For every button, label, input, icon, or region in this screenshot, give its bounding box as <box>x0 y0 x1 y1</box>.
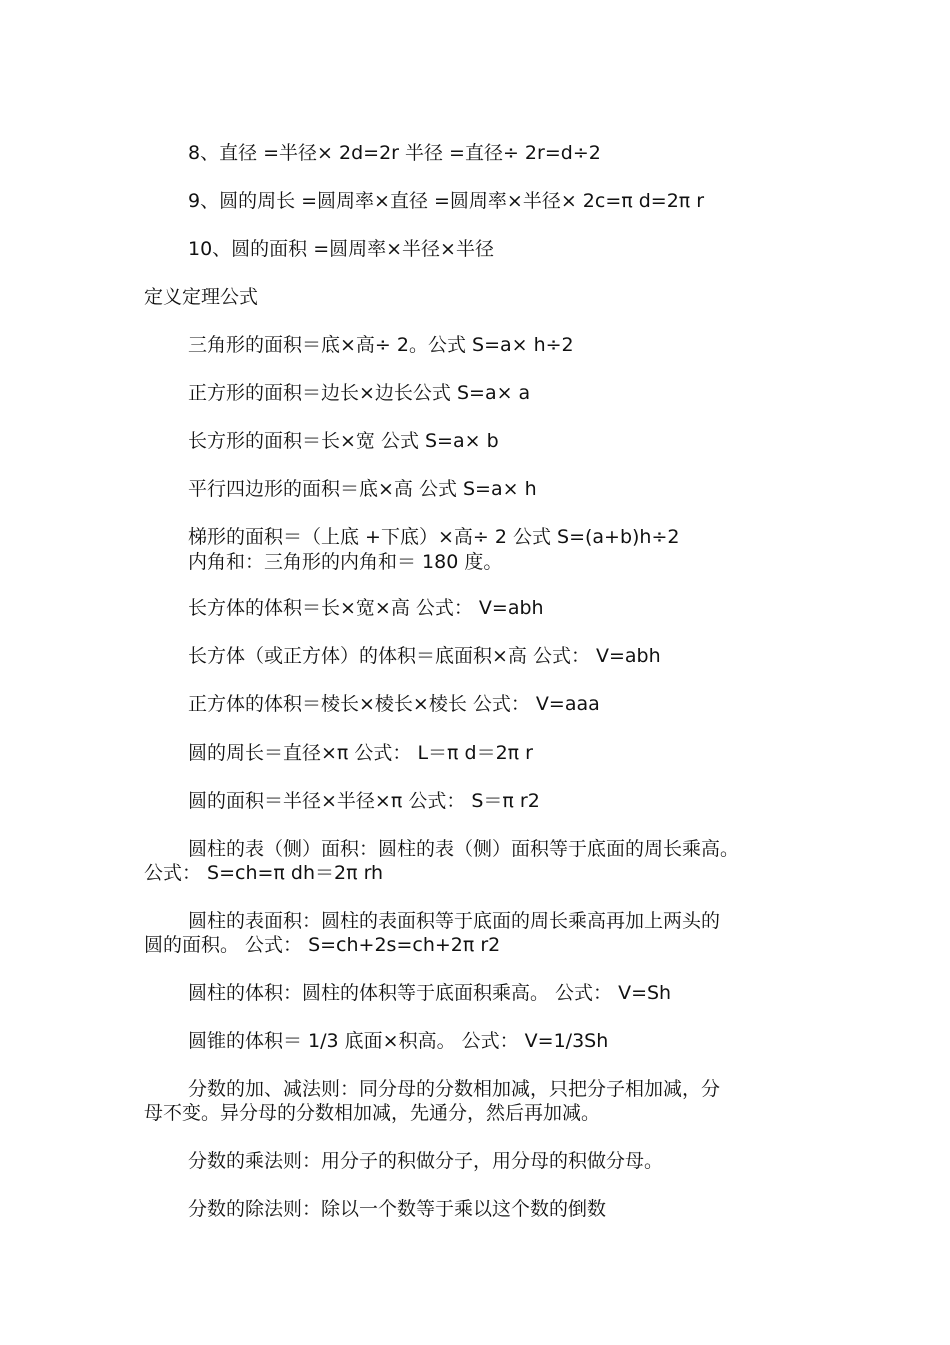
cuboid-volume: 长方体的体积＝长×宽×高 公式： V=abh <box>188 597 544 619</box>
formula-circumference: 9、圆的周长 =圆周率×直径 =圆周率×半径× 2c=π d=2π r <box>188 190 705 212</box>
circle-circumference: 圆的周长＝直径×π 公式： L＝π d＝2π r <box>188 742 533 764</box>
cylinder-volume: 圆柱的体积：圆柱的体积等于底面积乘高。 公式： V=Sh <box>188 982 672 1004</box>
section-heading: 定义定理公式 <box>144 286 259 308</box>
square-area: 正方形的面积＝边长×边长公式 S=a× a <box>188 382 531 404</box>
fraction-add-subtract-rule: 分数的加、减法则：同分母的分数相加减，只把分子相加减，分 <box>188 1078 721 1100</box>
fraction-divide-rule: 分数的除法则：除以一个数等于乘以这个数的倒数 <box>188 1198 607 1220</box>
triangle-area: 三角形的面积＝底×高÷ 2。公式 S=a× h÷2 <box>188 334 574 356</box>
rectangle-area: 长方形的面积＝长×宽 公式 S=a× b <box>188 430 499 452</box>
cylinder-lateral-formula: 公式： S=ch=π dh＝2π rh <box>144 862 384 884</box>
parallelogram-area: 平行四边形的面积＝底×高 公式 S=a× h <box>188 478 537 500</box>
cube-volume: 正方体的体积＝棱长×棱长×棱长 公式： V=aaa <box>188 693 600 715</box>
cylinder-lateral-area: 圆柱的表（侧）面积：圆柱的表（侧）面积等于底面的周长乘高。 <box>188 838 740 860</box>
fraction-add-subtract-rule-cont: 母不变。异分母的分数相加减，先通分，然后再加减。 <box>144 1102 601 1124</box>
formula-circle-area: 10、圆的面积 =圆周率×半径×半径 <box>188 238 494 260</box>
cone-volume: 圆锥的体积＝ 1/3 底面×积高。 公式： V=1/3Sh <box>188 1030 609 1052</box>
fraction-multiply-rule: 分数的乘法则：用分子的积做分子，用分母的积做分母。 <box>188 1150 664 1172</box>
cylinder-surface-area: 圆柱的表面积：圆柱的表面积等于底面的周长乘高再加上两头的 <box>188 910 721 932</box>
trapezoid-area: 梯形的面积＝（上底 +下底）×高÷ 2 公式 S=(a+b)h÷2 <box>188 526 680 548</box>
prism-volume: 长方体（或正方体）的体积＝底面积×高 公式： V=abh <box>188 645 661 667</box>
circle-area: 圆的面积＝半径×半径×π 公式： S＝π r2 <box>188 790 540 812</box>
triangle-angle-sum: 内角和：三角形的内角和＝ 180 度。 <box>188 551 503 573</box>
cylinder-surface-formula: 圆的面积。 公式： S=ch+2s=ch+2π r2 <box>144 934 501 956</box>
formula-diameter: 8、直径 =半径× 2d=2r 半径 =直径÷ 2r=d÷2 <box>188 142 601 164</box>
